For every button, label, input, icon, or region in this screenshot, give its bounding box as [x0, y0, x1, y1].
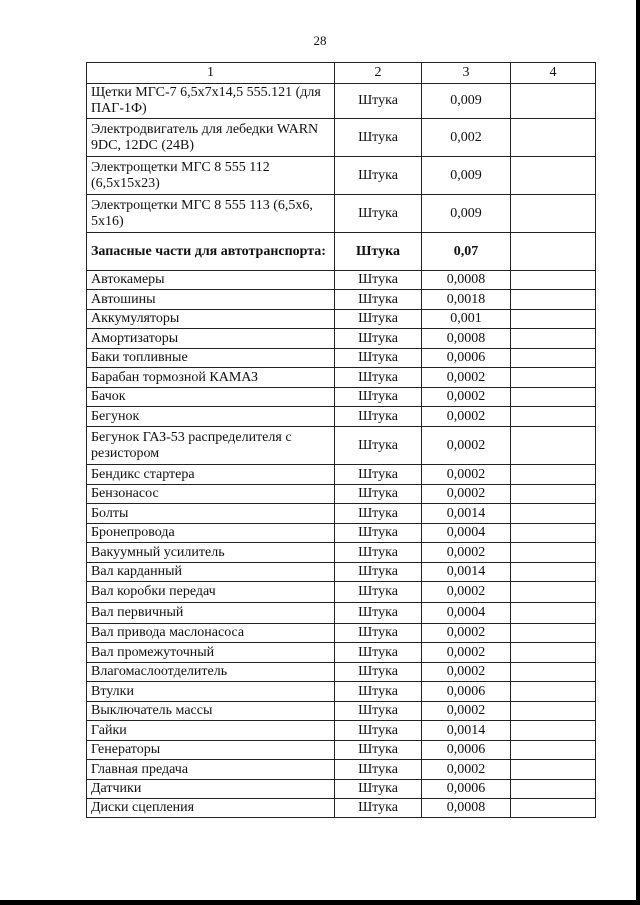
- item-value: 0,0014: [422, 721, 511, 741]
- item-empty-cell: [511, 310, 596, 329]
- item-empty-cell: [511, 84, 596, 119]
- item-empty-cell: [511, 682, 596, 702]
- item-value: 0,0002: [422, 760, 511, 780]
- table-header-row: [87, 63, 596, 84]
- table-row: [87, 741, 596, 760]
- table-row: [87, 465, 596, 485]
- table-row: [87, 157, 596, 195]
- item-name: Главная предача: [87, 760, 335, 780]
- item-empty-cell: [511, 329, 596, 349]
- table-row: [87, 760, 596, 780]
- item-unit: Штука: [335, 271, 422, 290]
- item-value: 0,009: [422, 157, 511, 195]
- item-unit: Штука: [335, 407, 422, 427]
- item-empty-cell: [511, 663, 596, 682]
- item-value: 0,0002: [422, 582, 511, 603]
- item-value: 0,001: [422, 310, 511, 329]
- table-row: [87, 427, 596, 465]
- item-name: Бегунок: [87, 407, 335, 427]
- table-row: [87, 485, 596, 504]
- item-empty-cell: [511, 799, 596, 818]
- item-value: 0,0006: [422, 780, 511, 799]
- item-value: 0,0002: [422, 465, 511, 485]
- item-unit: Штука: [335, 663, 422, 682]
- table-row: [87, 504, 596, 524]
- item-empty-cell: [511, 290, 596, 310]
- item-name: Электрощетки МГС 8 555 112 (6,5х15х23): [87, 157, 335, 195]
- item-value: 0,0002: [422, 368, 511, 388]
- table-row: [87, 663, 596, 682]
- item-value: 0,0006: [422, 682, 511, 702]
- item-unit: Штука: [335, 233, 422, 271]
- item-unit: Штука: [335, 119, 422, 157]
- item-name: Аккумуляторы: [87, 310, 335, 329]
- table-row: [87, 682, 596, 702]
- item-name: Бачок: [87, 388, 335, 407]
- item-value: 0,0004: [422, 603, 511, 624]
- items-table: [86, 62, 596, 818]
- item-unit: Штука: [335, 388, 422, 407]
- item-value: 0,0002: [422, 388, 511, 407]
- item-value: 0,0002: [422, 407, 511, 427]
- item-name: Генераторы: [87, 741, 335, 760]
- column-header-4: 4: [511, 63, 596, 84]
- item-unit: Штука: [335, 563, 422, 582]
- table-row: [87, 290, 596, 310]
- item-name: Запасные части для автотранспорта:: [87, 233, 335, 271]
- table-row: [87, 643, 596, 663]
- item-empty-cell: [511, 485, 596, 504]
- table-row: [87, 84, 596, 119]
- item-name: Втулки: [87, 682, 335, 702]
- table-row: [87, 195, 596, 233]
- item-empty-cell: [511, 195, 596, 233]
- table-row: [87, 780, 596, 799]
- item-value: 0,0008: [422, 271, 511, 290]
- item-name: Барабан тормозной КАМАЗ: [87, 368, 335, 388]
- item-unit: Штука: [335, 349, 422, 368]
- item-name: Диски сцепления: [87, 799, 335, 818]
- item-unit: Штука: [335, 543, 422, 563]
- item-name: Электрощетки МГС 8 555 113 (6,5х6, 5х16): [87, 195, 335, 233]
- item-name: Бегунок ГАЗ-53 распределителя с резистором: [87, 427, 335, 465]
- item-unit: Штука: [335, 84, 422, 119]
- item-unit: Штука: [335, 310, 422, 329]
- item-empty-cell: [511, 524, 596, 543]
- item-value: 0,009: [422, 195, 511, 233]
- table-row: [87, 329, 596, 349]
- item-name: Автошины: [87, 290, 335, 310]
- item-name: Бронепровода: [87, 524, 335, 543]
- item-unit: Штука: [335, 721, 422, 741]
- item-empty-cell: [511, 407, 596, 427]
- item-name: Бензонасос: [87, 485, 335, 504]
- item-name: Амортизаторы: [87, 329, 335, 349]
- item-value: 0,0006: [422, 741, 511, 760]
- item-unit: Штука: [335, 702, 422, 721]
- item-name: Вал привода маслонасоса: [87, 624, 335, 643]
- table-row: [87, 368, 596, 388]
- item-empty-cell: [511, 563, 596, 582]
- item-empty-cell: [511, 349, 596, 368]
- item-empty-cell: [511, 271, 596, 290]
- item-unit: Штука: [335, 485, 422, 504]
- table-row: [87, 233, 596, 271]
- item-value: 0,0004: [422, 524, 511, 543]
- item-value: 0,009: [422, 84, 511, 119]
- item-unit: Штука: [335, 157, 422, 195]
- item-unit: Штука: [335, 603, 422, 624]
- item-empty-cell: [511, 780, 596, 799]
- item-unit: Штука: [335, 760, 422, 780]
- item-empty-cell: [511, 543, 596, 563]
- item-empty-cell: [511, 504, 596, 524]
- item-value: 0,0002: [422, 663, 511, 682]
- item-name: Гайки: [87, 721, 335, 741]
- item-empty-cell: [511, 157, 596, 195]
- table-row: [87, 721, 596, 741]
- item-unit: Штука: [335, 290, 422, 310]
- item-empty-cell: [511, 643, 596, 663]
- item-unit: Штука: [335, 504, 422, 524]
- column-header-2: 2: [335, 63, 422, 84]
- table-row: [87, 119, 596, 157]
- item-unit: Штука: [335, 465, 422, 485]
- item-unit: Штука: [335, 427, 422, 465]
- item-name: Автокамеры: [87, 271, 335, 290]
- item-empty-cell: [511, 388, 596, 407]
- item-name: Вал промежуточный: [87, 643, 335, 663]
- item-value: 0,0014: [422, 504, 511, 524]
- item-name: Бендикс стартера: [87, 465, 335, 485]
- table-row: [87, 603, 596, 624]
- item-value: 0,0008: [422, 799, 511, 818]
- item-value: 0,0018: [422, 290, 511, 310]
- item-value: 0,0006: [422, 349, 511, 368]
- item-value: 0,0002: [422, 543, 511, 563]
- item-name: Вал коробки передач: [87, 582, 335, 603]
- item-name: Вал карданный: [87, 563, 335, 582]
- item-name: Выключатель массы: [87, 702, 335, 721]
- table-row: [87, 388, 596, 407]
- table-row: [87, 799, 596, 818]
- column-header-3: 3: [422, 63, 511, 84]
- table-row: [87, 624, 596, 643]
- item-unit: Штука: [335, 524, 422, 543]
- table-row: [87, 543, 596, 563]
- item-value: 0,0008: [422, 329, 511, 349]
- item-name: Болты: [87, 504, 335, 524]
- table-row: [87, 407, 596, 427]
- item-unit: Штука: [335, 195, 422, 233]
- item-name: Щетки МГС-7 6,5х7х14,5 555.121 (для ПАГ-1Ф): [87, 84, 335, 119]
- table-row: [87, 349, 596, 368]
- item-value: 0,0002: [422, 643, 511, 663]
- item-empty-cell: [511, 368, 596, 388]
- item-name: Вакуумный усилитель: [87, 543, 335, 563]
- item-empty-cell: [511, 702, 596, 721]
- column-header-1: 1: [87, 63, 335, 84]
- item-empty-cell: [511, 119, 596, 157]
- item-name: Баки топливные: [87, 349, 335, 368]
- table-row: [87, 582, 596, 603]
- item-name: Датчики: [87, 780, 335, 799]
- item-name: Электродвигатель для лебедки WARN 9DC, 12DC (24В): [87, 119, 335, 157]
- table-row: [87, 563, 596, 582]
- table-row: [87, 702, 596, 721]
- item-empty-cell: [511, 582, 596, 603]
- item-unit: Штука: [335, 624, 422, 643]
- item-empty-cell: [511, 721, 596, 741]
- page-number: 28: [313, 33, 327, 48]
- item-unit: Штука: [335, 329, 422, 349]
- table-row: [87, 271, 596, 290]
- item-empty-cell: [511, 624, 596, 643]
- item-empty-cell: [511, 465, 596, 485]
- item-value: 0,0002: [422, 485, 511, 504]
- item-empty-cell: [511, 603, 596, 624]
- item-empty-cell: [511, 741, 596, 760]
- table-body: [87, 84, 596, 818]
- item-name: Вал первичный: [87, 603, 335, 624]
- item-unit: Штука: [335, 643, 422, 663]
- item-unit: Штука: [335, 799, 422, 818]
- item-value: 0,002: [422, 119, 511, 157]
- item-empty-cell: [511, 760, 596, 780]
- item-name: Влагомаслоотделитель: [87, 663, 335, 682]
- item-value: 0,0002: [422, 624, 511, 643]
- item-unit: Штука: [335, 741, 422, 760]
- item-empty-cell: [511, 427, 596, 465]
- item-empty-cell: [511, 233, 596, 271]
- item-unit: Штука: [335, 682, 422, 702]
- table-row: [87, 524, 596, 543]
- item-unit: Штука: [335, 368, 422, 388]
- item-unit: Штука: [335, 582, 422, 603]
- item-value: 0,0014: [422, 563, 511, 582]
- item-unit: Штука: [335, 780, 422, 799]
- table-row: [87, 310, 596, 329]
- item-value: 0,0002: [422, 702, 511, 721]
- item-value: 0,0002: [422, 427, 511, 465]
- item-value: 0,07: [422, 233, 511, 271]
